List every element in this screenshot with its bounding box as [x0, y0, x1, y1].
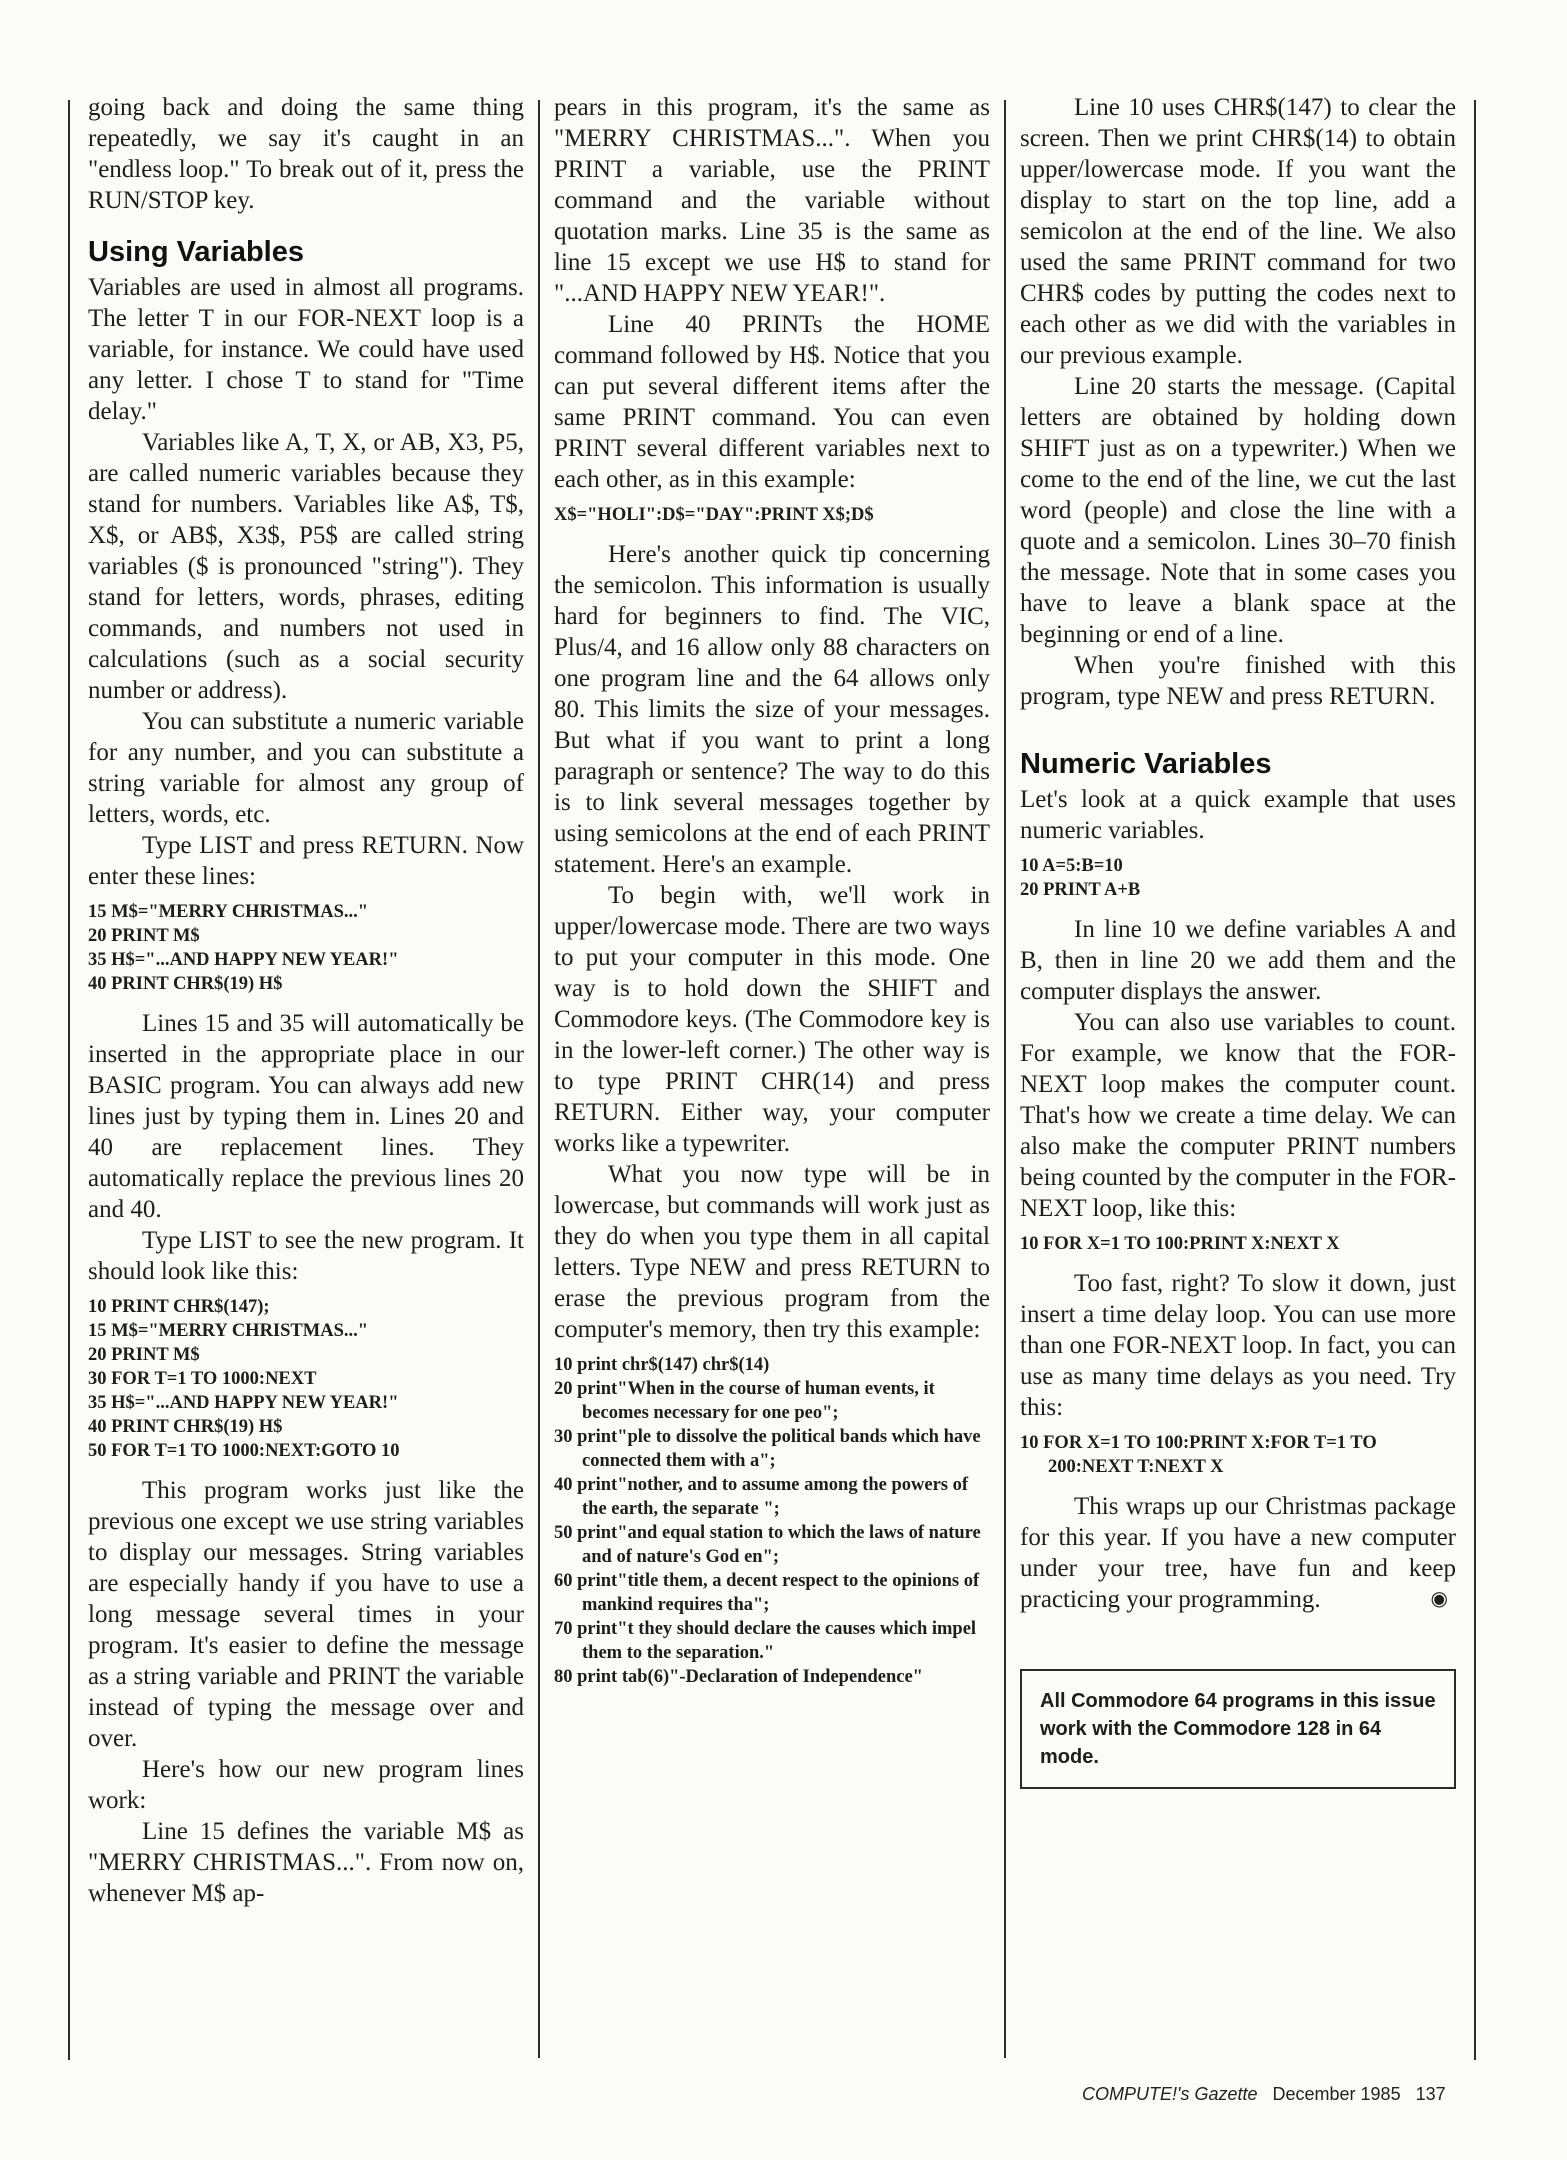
code-line: 35 H$="...AND HAPPY NEW YEAR!" — [88, 950, 399, 970]
code-line: X$="HOLI":D$="DAY":PRINT X$;D$ — [554, 505, 874, 525]
code-line: 40 PRINT CHR$(19) H$ — [88, 974, 283, 994]
code-line: 10 A=5:B=10 — [1020, 856, 1123, 876]
paragraph: Variables like A, T, X, or AB, X3, P5, are called numeric variables because they stand for numbers. Variables like A$, T$, X$, or AB$, X3$, P5$ are called string variables ($ is pronounced "string"). They stand for letters, words, phrases, editing commands, and numbers not used in calculations (such as a social security number or address). — [88, 429, 524, 704]
code-listing — [1020, 1431, 1456, 1479]
code-line: 10 print chr$(147) chr$(14) — [554, 1355, 770, 1375]
code-line: 60 print"title them, a decent respect to the opinions of mankind requires tha"; — [554, 1571, 980, 1615]
code-line: 30 FOR T=1 TO 1000:NEXT — [88, 1369, 317, 1389]
code-line: 40 PRINT CHR$(19) H$ — [88, 1417, 283, 1437]
column-rule-2 — [1004, 100, 1006, 2058]
code-line: 20 print"When in the course of human events, it becomes necessary for one peo"; — [554, 1379, 935, 1423]
code-listing — [88, 1295, 524, 1463]
paragraph: Here's how our new program lines work: — [88, 1756, 524, 1814]
code-line: 40 print"nother, and to assume among the powers of the earth, the separate "; — [554, 1475, 969, 1519]
code-line: 30 print"ple to dissolve the political bands which have connected them with a"; — [554, 1427, 981, 1471]
paragraph: Let's look at a quick example that uses numeric variables. — [1020, 786, 1456, 844]
paragraph: You can substitute a numeric variable for any number, and you can substitute a string variable for almost any group of letters, words, etc. — [88, 708, 524, 828]
code-line: 10 FOR X=1 TO 100:PRINT X:NEXT X — [1020, 1234, 1340, 1254]
paragraph: Here's another quick tip concerning the semicolon. This information is usually hard for beginners to find. The VIC, Plus/4, and 16 allow only 88 characters on one program line and the 64 allows only 80. This limits the size of your messages. But what if you want to print a long paragraph or sentence? The way to do this is to link several messages together by using semicolons at the end of each PRINT statement. Here's an example. — [554, 541, 990, 878]
paragraph: Type LIST and press RETURN. Now enter these lines: — [88, 832, 524, 890]
paragraph: Line 40 PRINTs the HOME command followed by H$. Notice that you can put several different items after the same PRINT command. You can even PRINT several different variables next to each other, as in this example: — [554, 311, 990, 493]
code-listing — [88, 900, 524, 996]
code-line: 50 print"and equal station to which the laws of nature and of nature's God en"; — [554, 1523, 981, 1567]
paragraph: Lines 15 and 35 will automatically be inserted in the appropriate place in our BASIC program. You can always add new lines just by typing them in. Lines 20 and 40 are replacement lines. They automatically replace the previous lines 20 and 40. — [88, 1010, 524, 1223]
compatibility-note-box: All Commodore 64 programs in this issue work with the Commodore 128 in 64 mode. — [1020, 1669, 1456, 1789]
code-listing — [1020, 1232, 1456, 1256]
code-listing — [1020, 854, 1456, 902]
code-line: 70 print"t they should declare the causes which impel them to the separation." — [554, 1619, 977, 1663]
magazine-name: COMPUTE!'s Gazette — [1082, 2084, 1258, 2104]
paragraph: This program works just like the previous one except we use string variables to display our messages. String variables are especially handy if you have to use a long message several times in your program. It's easier to define the message as a string variable and PRINT the variable instead of typing the message over and over. — [88, 1477, 524, 1752]
paragraph: In line 10 we define variables A and B, then in line 20 we add them and the computer displays the answer. — [1020, 916, 1456, 1005]
code-line: 15 M$="MERRY CHRISTMAS..." — [88, 902, 369, 922]
column-3 — [1020, 92, 1456, 1789]
code-line: 10 FOR X=1 TO 100:PRINT X:FOR T=1 TO 200:NEXT T:NEXT X — [1020, 1433, 1377, 1477]
code-listing — [554, 503, 990, 527]
code-listing — [554, 1353, 990, 1689]
closing-paragraph-text: This wraps up our Christmas package for this year. If you have a new computer under your tree, have fun and keep practicing your programming. — [1020, 1493, 1456, 1613]
column-rule-1 — [538, 100, 540, 2058]
paragraph: To begin with, we'll work in upper/lowercase mode. There are two ways to put your computer in this mode. One way is to hold down the SHIFT and Commodore keys. (The Commodore key is in the lower-left corner.) The other way is to type PRINT CHR(14) and press RETURN. Either way, your computer works like a typewriter. — [554, 882, 990, 1157]
code-line: 15 M$="MERRY CHRISTMAS..." — [88, 1321, 369, 1341]
code-line: 20 PRINT M$ — [88, 926, 200, 946]
paragraph: What you now type will be in lowercase, but commands will work just as they do when you type them in all capital letters. Type NEW and press RETURN to erase the previous program from the computer's memory, then try this example: — [554, 1161, 990, 1343]
end-mark-icon: ◉ — [1430, 1588, 1448, 1610]
code-line: 50 FOR T=1 TO 1000:NEXT:GOTO 10 — [88, 1441, 400, 1461]
code-line: 20 PRINT M$ — [88, 1345, 200, 1365]
paragraph: pears in this program, it's the same as "MERRY CHRISTMAS...". When you PRINT a variable, use the PRINT command and the variable without quotation marks. Line 35 is the same as line 15 except we use H$ to stand for "...AND HAPPY NEW YEAR!". — [554, 94, 990, 307]
paragraph: You can also use variables to count. For example, we know that the FOR-NEXT loop makes the computer count. That's how we create a time delay. We can also make the computer PRINT numbers being counted by the computer in the FOR-NEXT loop, like this: — [1020, 1009, 1456, 1222]
column-rule-left — [68, 100, 70, 2060]
paragraph: Type LIST to see the new program. It should look like this: — [88, 1227, 524, 1285]
paragraph: Line 20 starts the message. (Capital letters are obtained by holding down SHIFT just as on a typewriter.) When we come to the end of the line, we cut the last word (people) and close the line with a quote and a semicolon. Lines 30–70 finish the message. Note that in some cases you have to leave a blank space at the beginning or end of a line. — [1020, 373, 1456, 648]
code-line: 20 PRINT A+B — [1020, 880, 1141, 900]
code-line: 10 PRINT CHR$(147); — [88, 1297, 270, 1317]
paragraph: When you're finished with this program, type NEW and press RETURN. — [1020, 652, 1456, 710]
page-number: 137 — [1415, 2084, 1446, 2104]
paragraph: Line 15 defines the variable M$ as "MERRY CHRISTMAS...". From now on, whenever M$ ap- — [88, 1818, 524, 1907]
code-line: 35 H$="...AND HAPPY NEW YEAR!" — [88, 1393, 399, 1413]
paragraph — [1020, 1491, 1456, 1615]
paragraph: Line 10 uses CHR$(147) to clear the screen. Then we print CHR$(14) to obtain upper/lowercase mode. If you want the display to start on the top line, add a semicolon at the end of the line. We also used the same PRINT command for two CHR$ codes by putting the codes next to each other as we did with the variables in our previous example. — [1020, 94, 1456, 369]
page-footer — [1082, 2084, 1446, 2105]
issue-date: December 1985 — [1272, 2084, 1401, 2104]
column-1 — [88, 92, 524, 1909]
paragraph: Variables are used in almost all programs. The letter T in our FOR-NEXT loop is a variable, for instance. We could have used any letter. I chose T to stand for "Time delay." — [88, 274, 524, 425]
section-heading-using-variables: Using Variables — [88, 236, 304, 268]
paragraph: Too fast, right? To slow it down, just insert a time delay loop. You can use more than one FOR-NEXT loop. In fact, you can use as many time delays as you need. Try this: — [1020, 1270, 1456, 1421]
section-heading-numeric-variables: Numeric Variables — [1020, 748, 1272, 780]
column-rule-right — [1474, 100, 1476, 2060]
paragraph: going back and doing the same thing repeatedly, we say it's caught in an "endless loop." To break out of it, press the RUN/STOP key. — [88, 94, 524, 214]
code-line: 80 print tab(6)"-Declaration of Independence" — [554, 1667, 923, 1687]
column-2 — [554, 92, 990, 1701]
